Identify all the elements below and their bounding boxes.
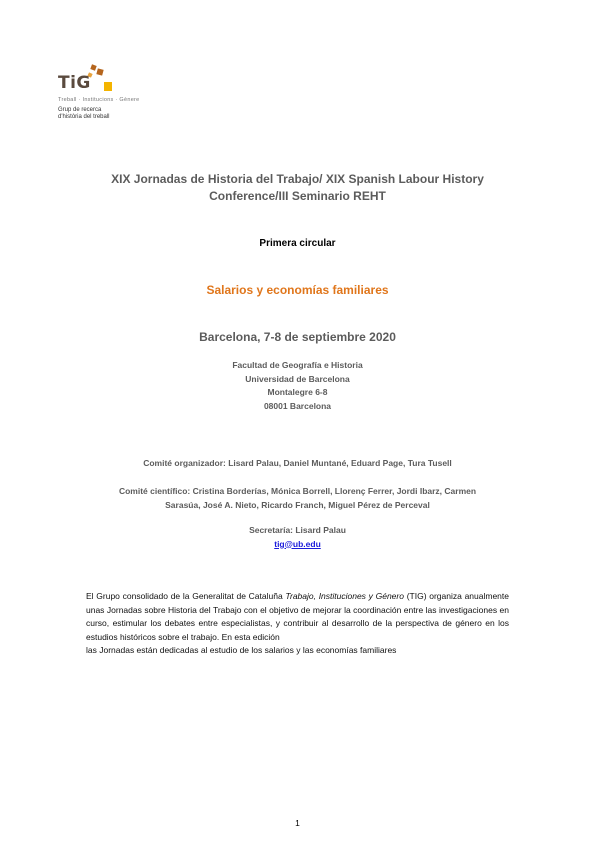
logo-description-line: d'història del treball	[58, 114, 110, 120]
tig-logo	[58, 64, 148, 124]
event-dates: Barcelona, 7-8 de septiembre 2020	[199, 330, 396, 344]
logo-description-line: Grup de recerca	[58, 107, 102, 113]
theme-heading: Salarios y economías familiares	[206, 283, 389, 297]
logo-subtitle: Treball · Institucions · Gènere	[58, 97, 140, 103]
document-title	[40, 171, 555, 205]
secretariat-label: Secretaría: Lisard Palau	[249, 525, 346, 535]
logo-wordmark: TiG	[58, 73, 91, 93]
venue-address	[40, 359, 555, 413]
address-line: 08001 Barcelona	[263, 400, 332, 411]
secretariat	[40, 524, 555, 551]
page-number: 1	[295, 818, 300, 828]
scientific-committee-line: Comité científico: Cristina Borderías, Mónica Borrell, Llorenç Ferrer, Jordi Ibarz, Carmen	[118, 486, 477, 496]
address-line: Facultad de Geografía e Historia	[232, 360, 363, 370]
address-line: Universidad de Barcelona	[245, 373, 350, 384]
organizing-committee: Comité organizador: Lisard Palau, Daniel Muntané, Eduard Page, Tura Tusell	[143, 458, 452, 468]
title-line: Conference/III Seminario REHT	[209, 189, 386, 203]
intro-paragraph	[86, 590, 509, 658]
paragraph-italic-text: Trabajo, Instituciones y Género	[285, 591, 404, 601]
paragraph-text: (TIG) organiza anualmente unas Jornadas sobre Historia del Trabajo con el objetivo de mejorar la coordinación entre las investigaciones en curso, estimular los debates entre especialistas, y contribuir al desarrollo de la perspectiva de género en los estudios históricos sobre el trabajo. En esta edición	[86, 591, 509, 642]
title-line: XIX Jornadas de Historia del Trabajo/ XIX Spanish Labour History	[111, 172, 484, 186]
email-link[interactable]: tig@ub.edu	[274, 538, 321, 549]
paragraph-text: El Grupo consolidado de la Generalitat de Cataluña	[86, 591, 286, 601]
address-line: Montalegre 6-8	[267, 387, 328, 397]
scientific-committee	[40, 485, 555, 512]
scientific-committee-line: Sarasúa, José A. Nieto, Ricardo Franch, Miguel Pérez de Perceval	[165, 499, 430, 510]
paragraph-last-line: las Jornadas están dedicadas al estudio de los salarios y las economías familiares	[86, 645, 397, 655]
circular-label: Primera circular	[259, 238, 336, 249]
logo-description	[58, 107, 110, 121]
